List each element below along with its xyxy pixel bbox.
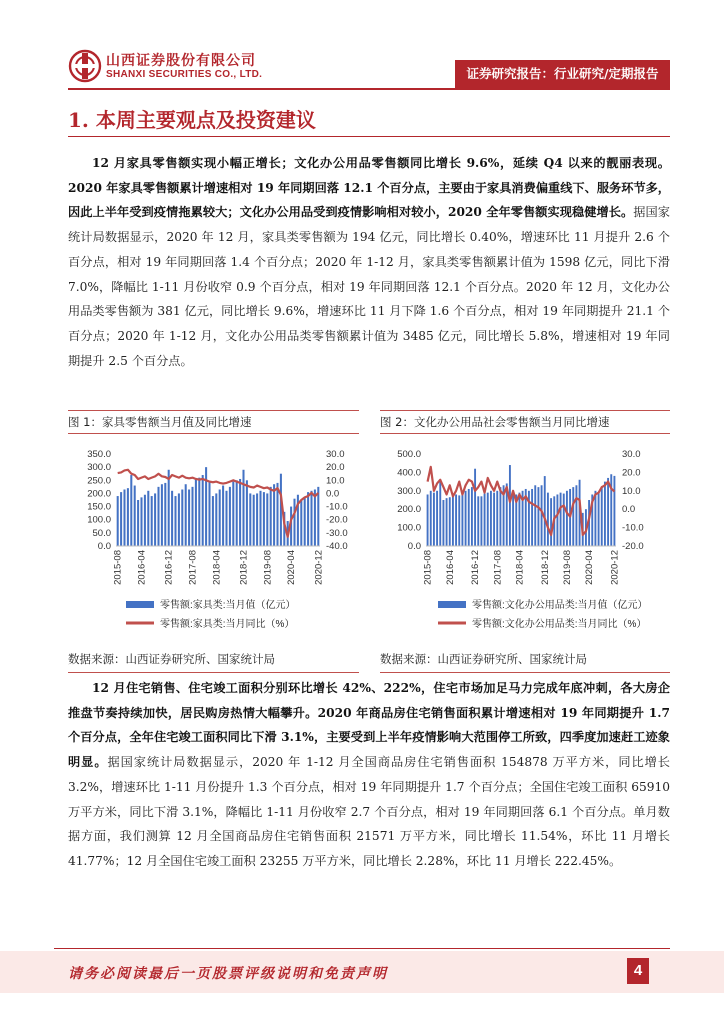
company-name-cn: 山西证券股份有限公司 bbox=[106, 53, 256, 69]
bar bbox=[117, 496, 119, 546]
y-right-tick-label: -10.0 bbox=[326, 501, 348, 513]
bar bbox=[458, 495, 460, 546]
bar bbox=[181, 489, 183, 546]
legend-bar-swatch bbox=[438, 601, 466, 608]
bar bbox=[137, 500, 139, 546]
x-tick-label: 2018-12 bbox=[238, 550, 250, 585]
bar bbox=[474, 469, 476, 546]
legend-line-label: 零售额:文化办公用品类:当月同比（%） bbox=[472, 619, 647, 630]
bar bbox=[202, 475, 204, 546]
bar bbox=[433, 493, 435, 546]
bar bbox=[575, 485, 577, 546]
legend-bar-label: 零售额:家具类:当月值（亿元） bbox=[160, 600, 296, 611]
bar bbox=[147, 491, 149, 546]
x-tick-label: 2020-04 bbox=[286, 550, 298, 585]
x-tick-label: 2016-12 bbox=[470, 550, 482, 585]
y-left-tick-label: 150.0 bbox=[87, 501, 111, 513]
footer-disclaimer: 请务必阅读最后一页股票评级说明和免责声明 bbox=[68, 966, 388, 982]
bar bbox=[253, 495, 255, 546]
bar bbox=[547, 493, 549, 546]
company-name-en: SHANXI SECURITIES CO., LTD. bbox=[106, 69, 263, 80]
bar bbox=[246, 480, 248, 546]
bar bbox=[123, 489, 125, 546]
bar bbox=[550, 498, 552, 546]
bar bbox=[168, 470, 170, 546]
bar bbox=[229, 487, 231, 546]
office-supplies-retail-chart bbox=[380, 436, 670, 646]
bar bbox=[427, 494, 429, 546]
bar bbox=[273, 484, 275, 546]
bar bbox=[430, 491, 432, 546]
bar bbox=[208, 482, 210, 546]
bar bbox=[161, 484, 163, 546]
bar bbox=[446, 498, 448, 546]
bar bbox=[439, 480, 441, 546]
bar bbox=[225, 491, 227, 546]
y-left-tick-label: 250.0 bbox=[87, 475, 111, 487]
page-number: 4 bbox=[627, 958, 649, 984]
company-logo bbox=[68, 49, 102, 83]
bar bbox=[566, 491, 568, 546]
bar bbox=[490, 491, 492, 546]
bar bbox=[442, 500, 444, 546]
bar bbox=[134, 486, 136, 546]
y-right-tick-label: 0.0 bbox=[326, 488, 340, 500]
bar bbox=[140, 497, 142, 546]
bar bbox=[259, 491, 261, 546]
legend-line-label: 零售额:家具类:当月同比（%） bbox=[160, 619, 295, 630]
y-left-tick-label: 100.0 bbox=[87, 514, 111, 526]
bar bbox=[293, 499, 295, 546]
bar bbox=[512, 491, 514, 546]
bar bbox=[477, 496, 479, 546]
paragraph-furniture-text: 据国家统计局数据显示，2020 年 12 月，家具类零售额为 194 亿元，同比增长 0.40%，增速环比 11 月提升 2.6 个百分点，相对 19 年同期回落 1.4 个百分点；2020 年 1-12 月，家具类零售额累计值为 1598 亿元，同比下滑 7.0%，降幅比 1-11 月份收窄 0.9 个百分点，相对 19 年同期回落 12.1 个百分点。2020 年 12 月，文化办公用品类零售额为 381 亿元，同比增长 9.6%，增速环比 11 月下降 1.6 个百分点，相对 19 年同期提升 21.1 个百分点；2020 年 1-12 月，文化办公用品类零售额累计值为 3485 亿元，同比增长 5.8%，增速相对 19 年同期提升 2.5 个百分点。 bbox=[68, 205, 670, 368]
x-tick-label: 2018-04 bbox=[514, 550, 526, 585]
bar bbox=[594, 491, 596, 546]
bar bbox=[232, 482, 234, 546]
bar bbox=[613, 476, 615, 546]
x-tick-label: 2020-12 bbox=[609, 550, 621, 585]
bar bbox=[276, 483, 278, 546]
bar bbox=[541, 485, 543, 546]
y-right-tick-label: 10.0 bbox=[622, 485, 641, 497]
bar bbox=[164, 483, 166, 546]
y-left-tick-label: 50.0 bbox=[92, 527, 111, 539]
bar bbox=[195, 479, 197, 546]
bar bbox=[314, 489, 316, 546]
figure1-title: 图 1：家具零售额当月值及同比增速 bbox=[68, 410, 359, 434]
y-left-tick-label: 0.0 bbox=[407, 541, 421, 552]
y-right-tick-label: 0.0 bbox=[622, 504, 636, 516]
bar bbox=[598, 493, 600, 546]
bar bbox=[468, 489, 470, 546]
bar bbox=[471, 487, 473, 546]
y-left-tick-label: 350.0 bbox=[87, 449, 111, 460]
y-right-tick-label: 30.0 bbox=[622, 449, 641, 460]
bar bbox=[604, 482, 606, 546]
y-left-tick-label: 100.0 bbox=[397, 522, 421, 534]
bar bbox=[601, 487, 603, 546]
y-right-tick-label: -40.0 bbox=[326, 541, 348, 552]
x-tick-label: 2016-04 bbox=[444, 550, 456, 585]
y-right-tick-label: 10.0 bbox=[326, 475, 345, 487]
bar bbox=[236, 480, 238, 546]
bar bbox=[212, 496, 214, 546]
paragraph-furniture-bold: 12 月家具零售额实现小幅正增长；文化办公用品零售额同比增长 9.6%，延续 Q4 以来的靓丽表现。2020 年家具零售额累计增速相对 19 年同期回落 12.1 个百分点，主要由于家具消费偏重线下、服务环节多，因此上半年受到疫情拖累较大；文化办公用品受到疫情影响相对较小，2020 全年零售额实现稳健增长。 bbox=[68, 156, 670, 220]
paragraph-housing bbox=[68, 676, 670, 874]
bar bbox=[222, 486, 224, 546]
x-tick-label: 2018-04 bbox=[211, 550, 223, 585]
bar bbox=[452, 496, 454, 546]
bar bbox=[157, 487, 159, 546]
bar bbox=[249, 493, 251, 546]
y-left-tick-label: 0.0 bbox=[97, 541, 111, 552]
x-tick-label: 2017-08 bbox=[492, 550, 504, 585]
bar bbox=[307, 492, 309, 546]
bar bbox=[518, 493, 520, 546]
y-right-tick-label: -30.0 bbox=[326, 527, 348, 539]
bar bbox=[270, 487, 272, 546]
bar bbox=[317, 487, 319, 546]
paragraph-housing-text: 据国家统计局数据显示，2020 年 1-12 月全国商品房住宅销售面积 154878 万平方米，同比增长 3.2%，增速环比 1-11 月份提升 1.3 个百分点，相对 19 年同期提升 1.7 个百分点；全国住宅竣工面积 65910 万平方米，同比下滑 3.1%，降幅比 1-11 月份收窄 2.7 个百分点，相对 19 年同期回落 6.1 个百分点。单月数据方面，我们测算 12 月全国商品房住宅销售面积 21571 万平方米，同比增长 11.54%，环比 11 月增长 41.77%；12 月全国住宅竣工面积 23255 万平方米，同比增长 2.28%，环比 11 月增长 222.45%。 bbox=[68, 755, 670, 868]
furniture-retail-chart bbox=[68, 436, 359, 646]
x-tick-label: 2019-08 bbox=[561, 550, 573, 585]
paragraph-furniture bbox=[68, 151, 670, 373]
y-left-tick-label: 200.0 bbox=[397, 504, 421, 516]
y-right-tick-label: -10.0 bbox=[622, 522, 644, 534]
x-tick-label: 2018-12 bbox=[539, 550, 551, 585]
y-right-tick-label: -20.0 bbox=[326, 514, 348, 526]
x-tick-label: 2020-04 bbox=[584, 550, 596, 585]
legend-bar-label: 零售额:文化办公用品类:当月值（亿元） bbox=[472, 600, 648, 611]
bar bbox=[188, 489, 190, 546]
bar bbox=[198, 478, 200, 546]
bar bbox=[607, 478, 609, 546]
section-divider bbox=[68, 136, 670, 137]
x-tick-label: 2015-08 bbox=[422, 550, 434, 585]
x-tick-label: 2017-08 bbox=[187, 550, 199, 585]
bar bbox=[174, 496, 176, 546]
y-right-tick-label: -20.0 bbox=[622, 541, 644, 552]
bar bbox=[178, 493, 180, 546]
bar bbox=[509, 465, 511, 546]
y-right-tick-label: 20.0 bbox=[326, 462, 345, 474]
bar bbox=[310, 491, 312, 546]
x-tick-label: 2015-08 bbox=[112, 550, 124, 585]
x-tick-label: 2016-04 bbox=[136, 550, 148, 585]
bar bbox=[537, 487, 539, 546]
bar bbox=[531, 489, 533, 546]
bar bbox=[455, 494, 457, 546]
bar bbox=[465, 491, 467, 546]
bar bbox=[304, 497, 306, 546]
bar bbox=[191, 487, 193, 546]
bar bbox=[300, 500, 302, 546]
bar bbox=[436, 491, 438, 546]
bar bbox=[496, 491, 498, 546]
bar bbox=[144, 495, 146, 546]
bar bbox=[556, 494, 558, 546]
bar bbox=[563, 494, 565, 546]
y-left-tick-label: 200.0 bbox=[87, 488, 111, 500]
y-left-tick-label: 500.0 bbox=[397, 449, 421, 460]
header-divider bbox=[68, 88, 670, 90]
legend-bar-swatch bbox=[126, 601, 154, 608]
figure2-title: 图 2：文化办公用品社会零售额当月同比增速 bbox=[380, 410, 670, 434]
y-left-tick-label: 400.0 bbox=[397, 467, 421, 479]
bar bbox=[215, 493, 217, 546]
x-tick-label: 2019-08 bbox=[262, 550, 274, 585]
bar bbox=[266, 493, 268, 546]
figure1-source: 数据来源：山西证券研究所、国家统计局 bbox=[68, 648, 359, 673]
section-title: 1. 本周主要观点及投资建议 bbox=[68, 108, 316, 132]
y-right-tick-label: 20.0 bbox=[622, 467, 641, 479]
bar bbox=[560, 493, 562, 546]
bar bbox=[534, 485, 536, 546]
bar bbox=[256, 493, 258, 546]
y-left-tick-label: 300.0 bbox=[87, 462, 111, 474]
bar bbox=[572, 487, 574, 546]
y-right-tick-label: 30.0 bbox=[326, 449, 345, 460]
x-tick-label: 2016-12 bbox=[163, 550, 175, 585]
bar bbox=[185, 484, 187, 546]
bar bbox=[499, 487, 501, 546]
bar bbox=[493, 493, 495, 546]
bar bbox=[127, 488, 129, 546]
bar bbox=[151, 496, 153, 546]
bar bbox=[154, 493, 156, 546]
footer-divider bbox=[54, 948, 670, 949]
bar bbox=[130, 475, 132, 546]
figure2-source: 数据来源：山西证券研究所、国家统计局 bbox=[380, 648, 670, 673]
bar bbox=[449, 497, 451, 546]
bar bbox=[171, 491, 173, 546]
y-left-tick-label: 300.0 bbox=[397, 485, 421, 497]
bar bbox=[487, 493, 489, 546]
paragraph-housing-bold: 12 月住宅销售、住宅竣工面积分别环比增长 42%、222%，住宅市场加足马力完成年底冲刺，各大房企推盘节奏持续加快，居民购房热情大幅攀升。2020 年商品房住宅销售面积累计增速相对 19 年同期提升 1.7 个百分点，全年住宅竣工面积同比下滑 3.1%，主要受到上半年疫情影响大范围停工所致，四季度加速赶工迹象明显。 bbox=[68, 681, 670, 770]
x-tick-label: 2020-12 bbox=[313, 550, 325, 585]
bar bbox=[263, 492, 265, 546]
bar bbox=[219, 489, 221, 546]
bar bbox=[120, 492, 122, 546]
bar bbox=[461, 493, 463, 546]
bar bbox=[239, 479, 241, 546]
report-type: 证券研究报告：行业研究/定期报告 bbox=[466, 66, 659, 81]
bar bbox=[480, 496, 482, 546]
bar bbox=[544, 476, 546, 546]
bar bbox=[484, 494, 486, 546]
bar bbox=[242, 470, 244, 546]
